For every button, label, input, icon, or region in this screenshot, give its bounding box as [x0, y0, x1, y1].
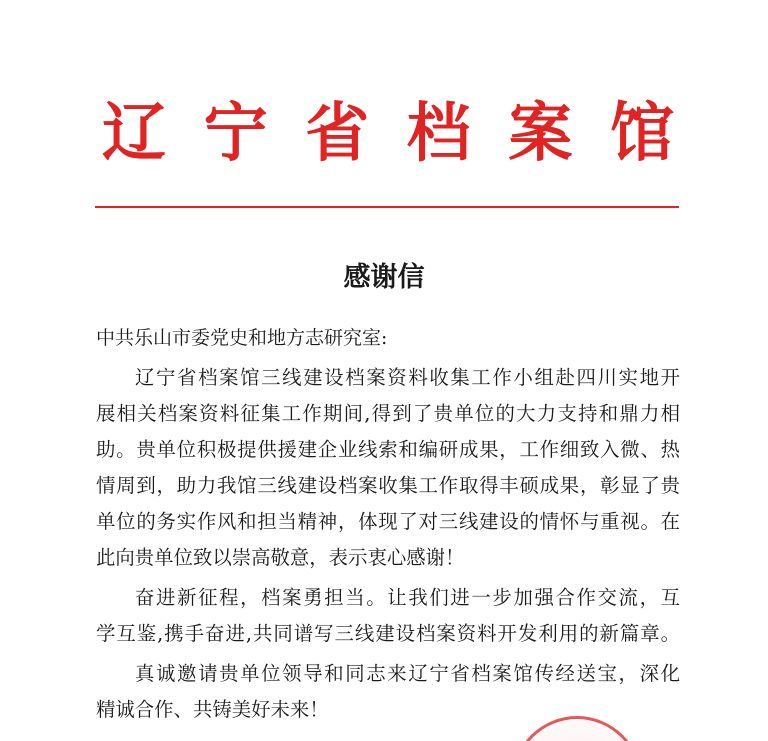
text-line: 学互鉴,携手奋进,共同谱写三线建设档案资料开发利用的新篇章。 [96, 622, 680, 645]
text-line: 奋进新征程，档案勇担当。让我们进一步加强合作交流，互 [135, 586, 680, 609]
letterhead-divider [95, 206, 679, 208]
text-line: 辽宁省档案馆三线建设档案资料收集工作小组赴四川实地开 [135, 366, 680, 389]
paragraph-1 [96, 360, 680, 576]
letter-title: 感谢信 [343, 262, 425, 293]
letterhead-char: 案 [508, 96, 573, 171]
letterhead-char: 辽 [102, 96, 166, 171]
text-line: 真诚邀请贵单位领导和同志来辽宁省档案馆传经送宝，深化 [135, 662, 680, 685]
text-line: 单位的务实作风和担当精神，体现了对三线建设的情怀与重视。在 [96, 510, 680, 533]
text-line: 助。贵单位积极提供援建企业线索和编研成果，工作细致入微、热 [96, 438, 680, 461]
text-line: 此向贵单位致以崇高敬意，表示衷心感谢！ [96, 546, 465, 569]
paragraph-2 [96, 580, 680, 652]
letter-body [96, 360, 680, 732]
letterhead-title [96, 96, 680, 172]
text-line: 精诚合作、共铸美好未来！ [96, 698, 329, 721]
letterhead-char: 省 [305, 96, 370, 171]
text-line: 情周到，助力我馆三线建设档案收集工作取得丰硕成果，彰显了贵 [96, 474, 680, 497]
letter-salutation: 中共乐山市委党史和地方志研究室: [96, 327, 388, 349]
text-line: 展相关档案资料征集工作期间,得到了贵单位的大力支持和鼎力相 [96, 402, 680, 425]
letterhead-char: 档 [406, 96, 471, 171]
letterhead-char: 馆 [609, 96, 674, 171]
letterhead-char: 宁 [203, 96, 268, 171]
